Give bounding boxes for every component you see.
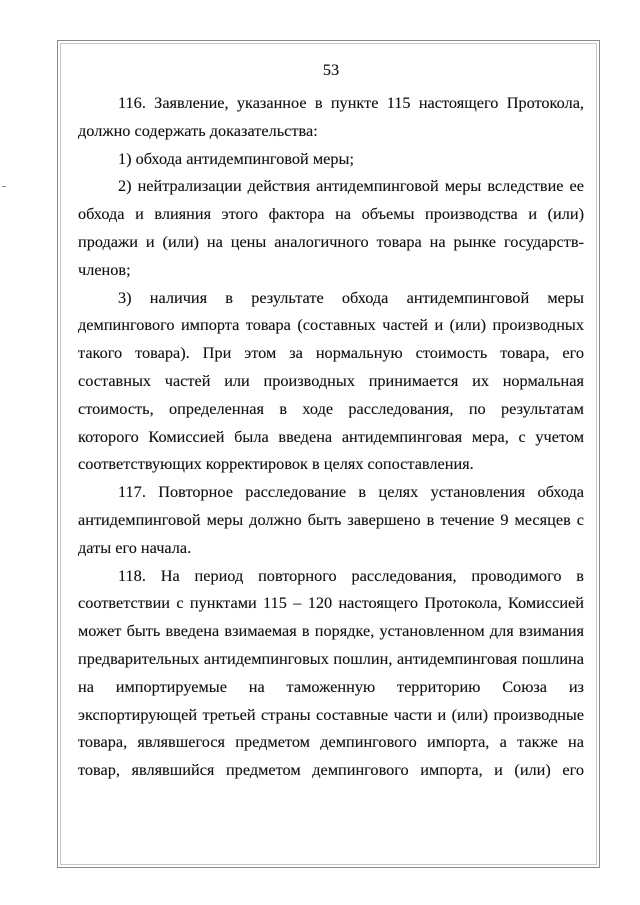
text-line-content: составных частей или производных принимается их нормальная [78,370,584,390]
text-line-content: 117. Повторное расследование в целях установления обхода [118,482,584,502]
paragraph-118 [78,562,584,784]
text-line [78,228,584,256]
text-line-content: товара, являвшегося предметом демпингового импорта, а также на [78,732,584,752]
text-line-content: антидемпинговой меры должно быть завершено в течение 9 месяцев с [78,509,584,529]
text-line-content: соответствующих корректировок в целях сопоставления. [78,454,474,474]
page-number: 53 [322,60,340,79]
text-line-content: может быть введена взимаемая в порядке, установленном для взимания [78,621,584,641]
text-line [78,200,584,228]
text-line-content: 1) обхода антидемпинговой меры; [118,148,354,168]
text-line-content: соответствии с пунктами 115 – 120 настоящего Протокола, Комиссией [78,593,584,613]
text-line [78,534,584,562]
text-line [78,562,584,590]
text-line-content: на импортируемые на таможенную территорию Союза из [78,676,584,696]
text-line [78,339,584,367]
text-line-content: стоимость, определенная в ходе расследования, по результатам [78,398,584,418]
text-line-content: 2) нейтрализации действия антидемпинговой меры вследствие ее [118,176,584,196]
list-item-3 [78,284,584,479]
text-line-content: 116. Заявление, указанное в пункте 115 настоящего Протокола, [118,93,584,112]
text-line [78,506,584,534]
scan-mark [2,186,6,187]
text-line [78,284,584,312]
text-line [78,645,584,673]
paragraph-116 [78,89,584,145]
text-line [78,367,584,395]
text-line [78,701,584,729]
text-line-content: обхода и влияния этого фактора на объемы производства и (или) [78,204,584,224]
text-line [78,172,584,200]
list-item-2 [78,172,584,283]
text-line-content: 118. На период повторного расследования, проводимого в [118,565,584,585]
text-line [78,728,584,756]
text-line [78,311,584,339]
text-line [78,450,584,478]
text-line [78,395,584,423]
text-line [78,756,584,784]
text-line [78,423,584,451]
document-body [78,89,584,784]
text-line [78,89,584,117]
text-line [78,617,584,645]
text-line [78,145,584,173]
text-line [78,256,584,284]
text-line-content: продажи и (или) на цены аналогичного товара на рынке государств- [78,231,584,251]
text-line-content: такого товара). При этом за нормальную стоимость товара, его [78,343,584,363]
list-item-1 [78,145,584,173]
text-line [78,117,584,145]
text-line-content: даты его начала. [78,537,192,557]
text-line-content: товар, являвшийся предметом демпингового импорта, и (или) его [78,760,584,780]
text-line-content: членов; [78,259,131,279]
text-line [78,673,584,701]
text-line-content: демпингового импорта товара (составных частей и (или) производных [78,315,584,335]
paragraph-117 [78,478,584,561]
text-line-content: 3) наличия в результате обхода антидемпинговой меры [118,287,584,307]
text-line [78,589,584,617]
text-line [78,478,584,506]
text-line-content: экспортирующей третьей страны составные части и (или) производные [78,704,584,724]
text-line-content: должно содержать доказательства: [78,120,318,140]
text-line-content: предварительных антидемпинговых пошлин, антидемпинговая пошлина [78,648,584,668]
text-line-content: которого Комиссией была введена антидемпинговая мера, с учетом [78,426,584,446]
